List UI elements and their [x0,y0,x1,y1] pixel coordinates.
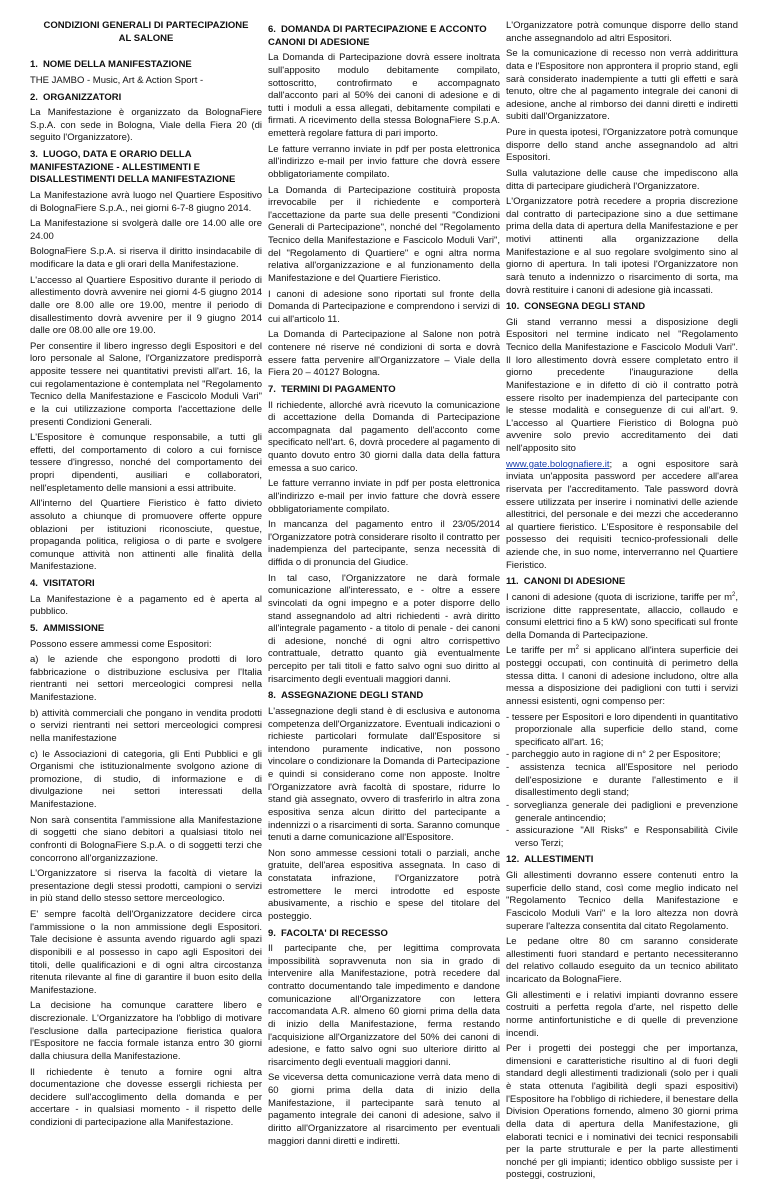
paragraph: Per i progetti dei posteggi che per importanza, dimensioni e caratteristiche risultino al di fuori degli standard degli allestimenti tradizionali (solo per i quali è stata ottenuta l'agibilità degli spazi espositivi) l'Espositore ha l'obbligo di richiedere, il benestare della Division Operations fornendo, almeno 30 giorni prima della data di apertura della Manifestazione, gli elaborati tecnici e i nominativi dei tecnici responsabili per la parte strutturale e per la parte allestimenti nonché per gli impianti; identico obbligo sussiste per i posteggi, costruzioni, [506,1043,738,1181]
paragraph: c) le Associazioni di categoria, gli Enti Pubblici e gli Organismi che istituzionalmente svolgono azione di promozione, di studio, di informazione e di divulgazione nei settori interessati della Manifestazione. [30,748,262,810]
list-item: - parcheggio auto in ragione di n° 2 per Espositore; [506,749,721,761]
document-title [30,20,262,45]
paragraph: Per consentire il libero ingresso degli Espositori e del loro personale al Salone, l'Organizzatore predisporrà apposite tessere nei quantitativi previsti all'art. 16, la cui regolamentazione è contemplata nel "Regolamento Tecnico della Manifestazione e Fascicolo Moduli Vari" e la cui utilizzazione comporta l'accettazione delle presenti Condizioni Generali. [30,340,262,428]
section-number: 11. [506,576,519,588]
list-item: - tessere per Espositori e loro dipendenti in quantitativo proporzionale alla superficie dello stand, come specificato all'art. 16; [506,711,738,748]
section-title: ASSEGNAZIONE DEGLI STAND [280,690,424,702]
section-number: 3. [30,149,38,160]
paragraph: L'Organizzatore si riserva la facoltà di vietare la presentazione degli stessi prodotti, campioni o servizi in più stand dello stesso settore merceologico. [30,868,262,905]
superscript: 2 [732,591,736,598]
section-heading [30,59,262,72]
column-right-content-a [506,20,738,456]
paragraph: Le pedane oltre 80 cm saranno considerate allestimenti fuori standard e pertanto necessiteranno del relativo collaudo eseguito da un tecnico abilitato incaricato da BolognaFiere. [506,936,738,985]
column-right [506,20,738,1181]
paragraph: Sulla valutazione delle cause che impediscono alla ditta di partecipare giudicherà l'Organizzatore. [506,167,738,192]
paragraph: Le fatture verranno inviate in pdf per posta elettronica all'indirizzo e-mail per invio fatture che dovrà essere obbligatoriamente compilato. [268,478,500,515]
paragraph: L'Organizzatore potrà recedere a propria discrezione dal contratto di partecipazione sino a due settimane prima della data di apertura della Manifestazione e per motivi attinenti alla organizzazione della Manifestazione e al suo regolare svolgimento sino al giorno di apertura. In tali ipotesi l'Organizzatore non sarà tenuto a indennizzo o risarcimento di sorta, ma dovrà restituire i canoni di adesione già incassati. [506,196,738,296]
paragraph: Le fatture verranno inviate in pdf per posta elettronica all'indirizzo e-mail per invio fatture che dovrà essere obbligatoriamente compilato. [268,143,500,180]
paragraph: Non sarà consentita l'ammissione alla Manifestazione di soggetti che siano debitori a qualsiasi titolo nei confronti di BolognaFiere S.p.A. o di soggetti terzi che concorrono all'organizzazione. [30,814,262,864]
section-heading [506,854,738,867]
paragraph: La Manifestazione avrà luogo nel Quartiere Espositivo di BolognaFiere S.p.A., nei giorni 6-7-8 giugno 2014. [30,189,262,214]
paragraph: Non sono ammesse cessioni totali o parziali, anche gratuite, dell'area espositiva assegnata. In caso di constatata infrazione, l'Organizzatore potrà estromettere le merci introdotte ed esposte abusivamente, a rischio e spese del titolare del posteggio. [268,847,500,922]
paragraph: Possono essere ammessi come Espositori: [30,638,212,650]
column-left [30,20,262,1128]
text-part: , iscrizione ditte rappresentate, allaccio, collaudo e consumi elettrici fino a 5 kW) sono specificati sul fronte della Domanda di Partecipazione. [506,591,738,641]
paragraph: In tal caso, l'Organizzatore ne darà formale comunicazione all'interessato, e - oltre a essere svincolati da ogni impegno e a poter disporre dello stand assegnandolo ad altri richiedenti - avrà diritto all'integrale pagamento - a titolo di penale - dei canoni di adesione, nonché di ogni altro corrispettivo contrattuale, detratto quanto già eventualmente percepito per tali titoli e fatto salvo ogni suo diritto al risarcimento degli eventuali maggiori danni. [268,572,500,685]
section-number: 2. [30,91,38,103]
paragraph: La Manifestazione è a pagamento ed è aperta al pubblico. [30,593,262,618]
paragraph: E' sempre facoltà dell'Organizzatore decidere circa l'ammissione o la non ammissione degli Espositori. Tale decisione è assunta avendo riguardo agli spazi disponibili e al possesso in capo agli Espositori dei titoli, delle qualificazioni e di ogni altra circostanza ritenuta rilevante al fine di garantire il buon esito della Manifestazione. [30,909,262,996]
paragraph: L'assegnazione degli stand è di esclusiva e autonoma competenza dell'Organizzatore. Eventuali indicazioni o richieste particolari formulate dall'Espositore si intendono puramente indicative, non possono vincolare o condizionare la Domanda di Partecipazione e quindi si considerano come non apposte. Inoltre l'Organizzatore avrà facoltà di spostare, ridurre lo stand già assegnato, ovvero di trasferirlo in altra zona espositiva senza alcun diritto del partecipante a indennizzi o a risarcimenti di sorta. Saranno comunque tenuti a darne comunicazione all'Espositore. [268,705,500,844]
text-part: I canoni di adesione (quota di iscrizione, tariffe per m [506,591,733,603]
paragraph: Il partecipante che, per legittima comprovata impossibilità sopravvenuta non sia in grado di intervenire alla Manifestazione, potrà recedere dal contratto documentando tale impedimento e dandone comunicazione all'Organizzatore con lettera raccomandata A.R. almeno 60 giorni prima della data di inizio della Manifestazione, ferma restando l'acquisizione all'Organizzatore del 50% dei canoni di adesione, e fatto salvo ogni suo ulteriore diritto al risarcimento degli eventuali maggiori danni. [268,943,500,1068]
paragraph: Gli allestimenti e i relativi impianti dovranno essere costruiti a perfetta regola d'arte, nel rispetto delle norme antinfortunistiche e di quelle di prevenzione incendi. [506,989,738,1039]
paragraph: Il richiedente, allorché avrà ricevuto la comunicazione di accettazione della Domanda di Partecipazione accompagnata dal pagamento dell'acconto come specificato nell'art. 6, dovrà procedere al pagamento di quanto dovuto entro 30 giorni dalla data della fattura emessa a suo carico. [268,399,500,474]
section-number: 6. [268,24,276,35]
column-middle-content [268,24,500,1148]
paragraph: Il richiedente è tenuto a fornire ogni altra documentazione che dovesse essergli richiesta per decidere sull'accoglimento della domanda e per accertare - in qualsiasi momento - il rispetto delle condizioni di partecipazione alla Manifestazione. [30,1066,262,1128]
section-number: 8. [268,690,276,702]
section-title: NOME DELLA MANIFESTAZIONE [42,59,192,71]
paragraph: L'Espositore è comunque responsabile, a tutti gli effetti, del comportamento di coloro a cui fornisce tessere d'ingresso, nonché del comportamento dei propri dipendenti, ausiliari e collaboratori, nell'espletamento delle mansioni a essi attribuite. [30,432,262,494]
section-title: FACOLTA' DI RECESSO [280,927,388,939]
paragraph-canoni-2 [506,645,738,708]
paragraph: THE JAMBO - Music, Art & Action Sport - [30,74,204,86]
text-part: si applicano all'intera superficie dei posteggi occupati, con continuità di perimetro della stessa ditta. I canoni di adesione includono, oltre alla messa a disposizione dei padiglioni con tutti i servizi annessi esistenti, ogni compenso per: [506,645,738,707]
document-title-line-1: CONDIZIONI GENERALI DI PARTECIPAZIONE [43,20,249,31]
section-heading [30,578,262,591]
paragraph: I canoni di adesione sono riportati sul fronte della Domanda di Partecipazione e comprendono i servizi di cui all'articolo 11. [268,288,500,325]
paragraph: La Domanda di Partecipazione costituirà proposta irrevocabile per il richiedente e comporterà l'accettazione da parte sua delle presenti "Condizioni Generali di Partecipazione", nonché del "Regolamento Tecnico della Manifestazione e Fascicolo Moduli Vari", del "Regolamento di Quartiere" e ogni altra norma relativa all'organizzazione e al funzionamento della Manifestazione e del Quartiere Fieristico. [268,184,500,284]
section-heading [30,623,262,636]
section-title: DOMANDA DI PARTECIPAZIONE E ACCONTO CANONI DI ADESIONE [268,24,487,48]
text-part: Le tariffe per m [506,645,576,657]
paragraph: Se viceversa detta comunicazione verrà data meno di 60 giorni prima della data di inizio della Manifestazione, il partecipante sarà tenuto al pagamento integrale dei canoni di adesione, salvo il diritto all'Organizzatore al risarcimento per eventuali maggiori danni diretti e indiretti. [268,1072,500,1147]
section-heading [268,928,500,941]
section-number: 9. [268,927,276,939]
section-number: 10. [506,301,520,313]
paragraph: Gli stand verranno messi a disposizione degli Espositori nel termine indicato nel "Regolamento Tecnico della Manifestazione e Fascicolo Moduli Vari". Il loro allestimento dovrà essere completato entro il giorno precedente l'inaugurazione della Manifestazione e in difetto di ciò il contratto potrà essere risolto per inadempienza del partecipante con le stesse modalità e conseguenze di cui all'art. 9. L'accesso al Quartiere Fieristico di Bologna può avvenire solo previo accreditamento dei dati nell'apposito sito [506,316,738,454]
paragraph: a) le aziende che espongono prodotti di loro fabbricazione o distribuzione esclusiva per l'Italia rientranti nei settori merceologici compresi nella Manifestazione. [30,654,262,703]
section-title: AMMISSIONE [42,622,105,634]
paragraph: L'accesso al Quartiere Espositivo durante il periodo di allestimento dovrà avvenire nei giorni 4-5 giugno 2014 dalle ore 8.00 alle ore 19.00, mentre il periodo di disallestimento dovrà avvenire per il 9 giugno 2014 dalle ore 08.00 alle ore 19.00. [30,274,262,337]
paragraph: Gli allestimenti dovranno essere contenuti entro la superficie dello stand, così come meglio indicato nel "Regolamento Tecnico della Manifestazione e Fascicolo Moduli Vari" e la loro altezza non dovrà superare l'altezza consentita dal citato Regolamento. [506,870,738,932]
paragraph-canoni-1 [506,592,738,643]
paragraph: La decisione ha comunque carattere libero e discrezionale. L'Organizzatore ha l'obbligo di motivare l'esclusione dalla partecipazione fieristica qualora l'Espositore ne faccia formale istanza entro 30 giorni dalla chiusura della Manifestazione. [30,1000,262,1062]
section-number: 4. [30,578,38,589]
section-heading-11 [506,576,738,589]
section-number: 1. [30,59,38,71]
paragraph: BolognaFiere S.p.A. si riserva il diritto insindacabile di modificare la data e gli orari della Manifestazione. [30,246,262,270]
section-heading [30,149,262,187]
paragraph: Se la comunicazione di recesso non verrà addirittura data e l'Espositore non approntera il proprio stand, egli sarà considerato inadempiente a tutti gli effetti e sarà tenuto, oltre che al pagamento integrale dei canoni di adesione, anche al rimborso dei danni diretti e indiretti subiti dall'Organizzatore. [506,48,738,123]
accreditation-text: ; a ogni espositore sarà inviata un'apposita password per accedere all'area riservata per l'accreditamento. Tale password dovrà essere utilizzata per inserire i nominativi delle aziende allestitrici, del personale e dei mezzi che accederanno al quartiere fieristico. L'Espositore è responsabile del possesso dei requisiti tecnico-professionali delle aziende che, in suo nome, interverranno nel Quartiere Fieristico. [506,458,738,571]
services-list [506,712,738,851]
section-heading [268,24,500,49]
column-middle [268,20,500,1147]
section-number: 5. [30,622,38,634]
section-title: ORGANIZZATORI [42,91,122,103]
section-title: CONSEGNA DEGLI STAND [524,301,646,313]
column-left-content [30,59,262,1129]
section-heading [30,92,262,105]
paragraph: All'interno del Quartiere Fieristico è fatto divieto assoluto a chiunque di promuovere offerte oppure oblazioni per istituzioni riconosciute, questue, propaganda politica, religiosa o di parte e svolgere comunque attività non attinenti alle finalità della Manifestazione. [30,498,262,573]
gate-link[interactable]: www.gate.bolognafiere.it [506,458,610,470]
paragraph: L'Organizzatore potrà comunque disporre dello stand anche assegnandolo ad altri Espositori. [506,20,738,44]
paragraph: Pure in questa ipotesi, l'Organizzatore potrà comunque disporre dello stand anche assegnandolo ad altri Espositori. [506,127,738,164]
list-item: - assistenza tecnica all'Espositore nel periodo dell'esposizione e durante l'allestimento e il disallestimento degli stand; [506,762,738,799]
paragraph: La Manifestazione è organizzato da BolognaFiere S.p.A. con sede in Bologna, Viale della Fiera 20 (di seguito l'Organizzatore). [30,107,262,144]
section-number: 7. [268,383,276,395]
column-right-content-b [506,854,738,1182]
paragraph: In mancanza del pagamento entro il 23/05/2014 l'Organizzatore potrà considerare risolto il contratto per inadempienza del partecipante, senza necessità di diffida o di pronuncia del Giudice. [268,519,500,568]
section-heading [268,690,500,703]
document-title-line-2: AL SALONE [118,32,174,44]
section-number: 12. [506,854,520,866]
paragraph: La Manifestazione si svolgerà dalle ore 14.00 alle ore 24.00 [30,218,262,242]
paragraph: La Domanda di Partecipazione dovrà essere inoltrata sull'apposito modulo debitamente compilato, sottoscritto, controfirmato e accompagnato dall'acconto pari al 50% dei canoni di adesione e di tutti i moduli a essa allegati, debitamente compilati e firmati. A ricevimento della stessa BolognaFiere S.p.A. emetterà regolare fattura di pari importo. [268,52,500,139]
section-title: CANONI DI ADESIONE [523,576,626,588]
paragraph: b) attività commerciali che pongano in vendita prodotti o servizi rientranti nei settori merceologici compresi nella manifestazione [30,707,262,744]
section-title: VISITATORI [42,578,95,589]
paragraph-accreditation-tail [506,459,738,573]
superscript: 2 [575,645,579,652]
section-title: TERMINI DI PAGAMENTO [280,383,396,395]
section-title: ALLESTIMENTI [524,854,594,866]
paragraph: La Domanda di Partecipazione al Salone non potrà contenere né riserve né condizioni di sorta e dovrà essere fatta pervenire all'Organizzatore – Viale della Fiera 20 – 40127 Bologna. [268,329,500,379]
section-heading [268,384,500,397]
section-heading [506,301,738,314]
section-title: LUOGO, DATA E ORARIO DELLA MANIFESTAZIONE - ALLESTIMENTI E DISALLESTIMENTI DELLA MANIFESTAZIONE [30,149,236,186]
list-item: - sorveglianza generale dei padiglioni e prevenzione generale antincendio; [506,799,738,824]
list-item: - assicurazione "All Risks" e Responsabilità Civile verso Terzi; [506,825,738,849]
